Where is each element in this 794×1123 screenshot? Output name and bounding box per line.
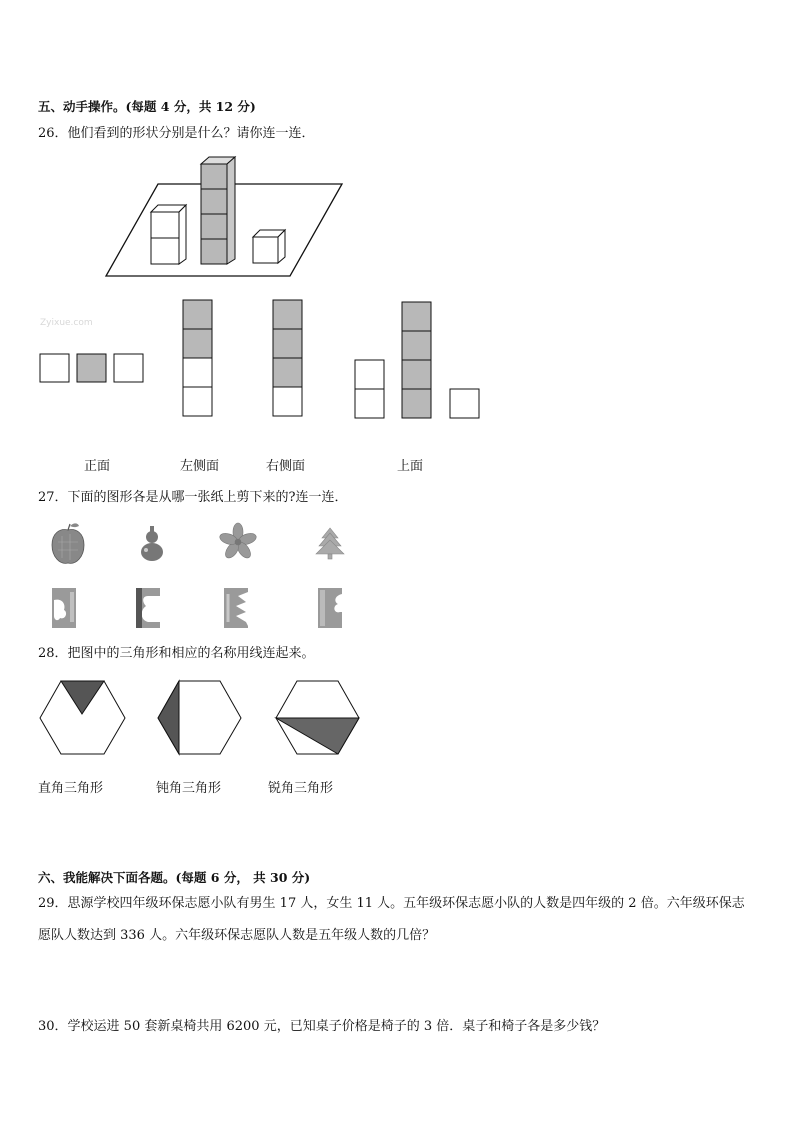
hexagon-3 [276, 681, 359, 754]
question-30-text: 30．学校运进 50 套新桌椅共用 6200 元，已知桌子价格是椅子的 3 倍．桌子和椅子各是多少钱？ [38, 1019, 606, 1034]
label-obtuse-triangle: 钝角三角形 [156, 781, 222, 796]
label-top: 上面 [397, 459, 424, 474]
question-27-text: 27．下面的图形各是从哪一张纸上剪下来的?连一连． [38, 490, 348, 505]
label-right-triangle: 直角三角形 [38, 781, 104, 796]
label-front: 正面 [84, 459, 111, 474]
watermark-text: Zyixue.com [40, 318, 93, 328]
hexagon-2 [158, 681, 241, 754]
label-acute-triangle: 锐角三角形 [268, 781, 334, 796]
hexagon-1 [40, 681, 125, 754]
question-28-text: 28．把图中的三角形和相应的名称用线连起来。 [38, 646, 315, 661]
triangle-shaded-2 [158, 681, 179, 754]
section-5-title: 五、动手操作。(每题 4 分，共 12 分) [38, 99, 256, 114]
label-left-side: 左侧面 [180, 459, 220, 474]
question-26-text: 26．他们看到的形状分别是什么？请你连一连． [38, 126, 315, 141]
label-right-side: 右侧面 [266, 459, 306, 474]
question-29-text: 29．思源学校四年级环保志愿小队有男生 17 人，女生 11 人。五年级环保志愿小队的人数是四年级的 2 倍。六年级环保志愿队人数达到 336 人。六年级环保志愿队人数是五年级人数的几倍？ [38, 896, 745, 943]
section-6-title: 六、我能解决下面各题。(每题 6 分， 共 30 分) [38, 870, 311, 885]
